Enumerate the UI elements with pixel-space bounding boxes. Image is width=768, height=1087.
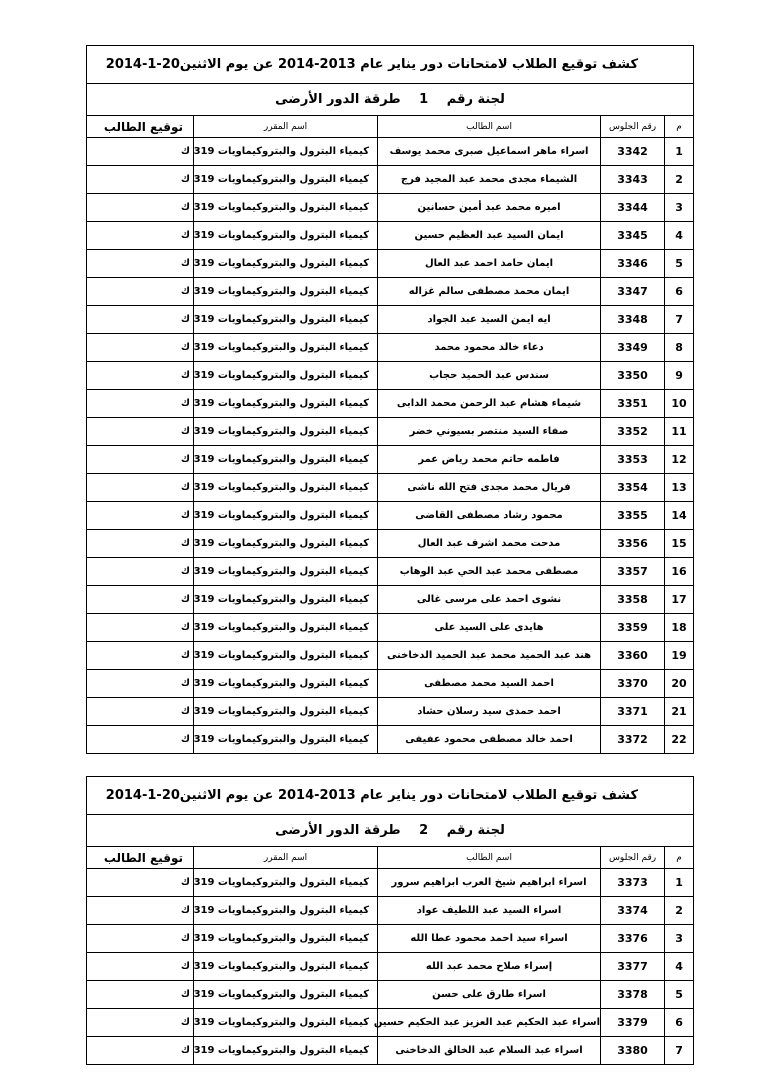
signature-cell[interactable] (87, 250, 194, 278)
seat-number: 3346 (601, 250, 665, 278)
seat-number: 3345 (601, 222, 665, 250)
signature-cell[interactable] (87, 953, 194, 981)
course-name: كيمياء البترول والبتروكيماويات 319 ك (194, 586, 378, 614)
course-name: كيمياء البترول والبتروكيماويات 319 ك (194, 925, 378, 953)
row-index: 4 (665, 222, 694, 250)
course-name: كيمياء البترول والبتروكيماويات 319 ك (194, 953, 378, 981)
table-row (87, 981, 694, 1009)
signature-cell[interactable] (87, 726, 194, 754)
committee-location: طرقة الدور الأرضى (275, 92, 401, 107)
seat-number: 3350 (601, 362, 665, 390)
table-row (87, 138, 694, 166)
header-course: اسم المقرر (194, 847, 378, 869)
seat-number: 3351 (601, 390, 665, 418)
row-index: 21 (665, 698, 694, 726)
course-name: كيمياء البترول والبتروكيماويات 319 ك (194, 194, 378, 222)
signature-cell[interactable] (87, 306, 194, 334)
student-name: فريال محمد مجدى فتح الله ناشى (378, 474, 601, 502)
course-name: كيمياء البترول والبتروكيماويات 319 ك (194, 558, 378, 586)
student-name: نشوى احمد على مرسى غالى (378, 586, 601, 614)
course-name: كيمياء البترول والبتروكيماويات 319 ك (194, 726, 378, 754)
course-name: كيمياء البترول والبتروكيماويات 319 ك (194, 390, 378, 418)
seat-number: 3373 (601, 869, 665, 897)
signature-cell[interactable] (87, 698, 194, 726)
seat-number: 3354 (601, 474, 665, 502)
row-index: 1 (665, 138, 694, 166)
student-name: اسراء ماهر اسماعيل صبرى محمد يوسف (378, 138, 601, 166)
course-name: كيمياء البترول والبتروكيماويات 319 ك (194, 138, 378, 166)
row-index: 9 (665, 362, 694, 390)
student-name: اسراء السيد عبد اللطيف عواد (378, 897, 601, 925)
course-name: كيمياء البترول والبتروكيماويات 319 ك (194, 446, 378, 474)
signature-cell[interactable] (87, 869, 194, 897)
student-name: دعاء خالد محمود محمد (378, 334, 601, 362)
signature-cell[interactable] (87, 586, 194, 614)
student-name: إسراء صلاح محمد عبد الله (378, 953, 601, 981)
seat-number: 3355 (601, 502, 665, 530)
course-name: كيمياء البترول والبتروكيماويات 319 ك (194, 418, 378, 446)
row-index: 18 (665, 614, 694, 642)
table-row (87, 334, 694, 362)
student-name: اسراء طارق على حسن (378, 981, 601, 1009)
seat-number: 3344 (601, 194, 665, 222)
header-student: اسم الطالب (378, 847, 601, 869)
signature-cell[interactable] (87, 981, 194, 1009)
seat-number: 3371 (601, 698, 665, 726)
column-header-row (87, 116, 694, 138)
signature-cell[interactable] (87, 418, 194, 446)
row-index: 13 (665, 474, 694, 502)
student-name: ايمان حامد احمد عبد العال (378, 250, 601, 278)
exam-sheet-committee-2 (86, 776, 694, 1065)
table-row (87, 250, 694, 278)
course-name: كيمياء البترول والبتروكيماويات 319 ك (194, 222, 378, 250)
table-row (87, 925, 694, 953)
sheet-title-row (87, 46, 694, 84)
sheet-title-row (87, 777, 694, 815)
committee-label: لجنة رقم (446, 92, 505, 107)
course-name: كيمياء البترول والبتروكيماويات 319 ك (194, 869, 378, 897)
header-seat: رقم الجلوس (601, 847, 665, 869)
seat-number: 3374 (601, 897, 665, 925)
sheet-date: 2014-1-20 (105, 788, 180, 803)
committee-label: لجنة رقم (446, 823, 505, 838)
seat-number: 3376 (601, 925, 665, 953)
seat-number: 3372 (601, 726, 665, 754)
header-index: م (665, 116, 694, 138)
table-row (87, 446, 694, 474)
committee-location: طرقة الدور الأرضى (275, 823, 401, 838)
header-index: م (665, 847, 694, 869)
row-index: 19 (665, 642, 694, 670)
table-row (87, 530, 694, 558)
student-name: سندس عبد الحميد حجاب (378, 362, 601, 390)
row-index: 5 (665, 250, 694, 278)
student-name: اسراء عبد السلام عبد الخالق الدخاخنى (378, 1037, 601, 1065)
header-course: اسم المقرر (194, 116, 378, 138)
seat-number: 3380 (601, 1037, 665, 1065)
table-row (87, 166, 694, 194)
signature-cell[interactable] (87, 1009, 194, 1037)
sheet-title: كشف توقيع الطلاب لامتحانات دور يناير عام 2013-2014 عن يوم الاثنين (179, 788, 639, 803)
course-name: كيمياء البترول والبتروكيماويات 319 ك (194, 530, 378, 558)
seat-number: 3348 (601, 306, 665, 334)
header-seat: رقم الجلوس (601, 116, 665, 138)
table-row (87, 586, 694, 614)
row-index: 17 (665, 586, 694, 614)
signature-cell[interactable] (87, 502, 194, 530)
row-index: 6 (665, 278, 694, 306)
signature-cell[interactable] (87, 474, 194, 502)
exam-sheet-committee-1 (86, 45, 694, 754)
seat-number: 3377 (601, 953, 665, 981)
signature-cell[interactable] (87, 897, 194, 925)
signature-cell[interactable] (87, 194, 194, 222)
table-row (87, 474, 694, 502)
student-name: اسراء ابراهيم شيخ العرب ابراهيم سرور (378, 869, 601, 897)
row-index: 1 (665, 869, 694, 897)
signature-cell[interactable] (87, 390, 194, 418)
table-row (87, 502, 694, 530)
student-name: اسراء سيد احمد محمود عطا الله (378, 925, 601, 953)
course-name: كيمياء البترول والبتروكيماويات 319 ك (194, 362, 378, 390)
course-name: كيمياء البترول والبتروكيماويات 319 ك (194, 614, 378, 642)
table-row (87, 362, 694, 390)
table-row (87, 897, 694, 925)
course-name: كيمياء البترول والبتروكيماويات 319 ك (194, 897, 378, 925)
student-name: صفاء السيد منتصر بسيوني خضر (378, 418, 601, 446)
student-name: مدحت محمد اشرف عبد العال (378, 530, 601, 558)
signature-cell[interactable] (87, 278, 194, 306)
student-name: هايدى على السيد على (378, 614, 601, 642)
table-row (87, 278, 694, 306)
row-index: 20 (665, 670, 694, 698)
student-name: هند عبد الحميد محمد عبد الحميد الدخاخنى (378, 642, 601, 670)
seat-number: 3352 (601, 418, 665, 446)
signature-cell[interactable] (87, 614, 194, 642)
course-name: كيمياء البترول والبتروكيماويات 319 ك (194, 278, 378, 306)
row-index: 7 (665, 306, 694, 334)
course-name: كيمياء البترول والبتروكيماويات 319 ك (194, 502, 378, 530)
table-row (87, 642, 694, 670)
signature-cell[interactable] (87, 334, 194, 362)
row-index: 16 (665, 558, 694, 586)
student-name: اميره محمد عبد أمين حسانين (378, 194, 601, 222)
course-name: كيمياء البترول والبتروكيماويات 319 ك (194, 1037, 378, 1065)
seat-number: 3358 (601, 586, 665, 614)
row-index: 14 (665, 502, 694, 530)
row-index: 5 (665, 981, 694, 1009)
signature-cell[interactable] (87, 530, 194, 558)
signature-cell[interactable] (87, 558, 194, 586)
row-index: 2 (665, 897, 694, 925)
student-name: مصطفى محمد عبد الحي عبد الوهاب (378, 558, 601, 586)
course-name: كيمياء البترول والبتروكيماويات 319 ك (194, 670, 378, 698)
row-index: 6 (665, 1009, 694, 1037)
student-name: احمد خالد مصطفى محمود عفيفى (378, 726, 601, 754)
seat-number: 3370 (601, 670, 665, 698)
table-row (87, 869, 694, 897)
header-student: اسم الطالب (378, 116, 601, 138)
row-index: 22 (665, 726, 694, 754)
course-name: كيمياء البترول والبتروكيماويات 319 ك (194, 474, 378, 502)
course-name: كيمياء البترول والبتروكيماويات 319 ك (194, 1009, 378, 1037)
student-name: فاطمه حاتم محمد رياض عمر (378, 446, 601, 474)
course-name: كيمياء البترول والبتروكيماويات 319 ك (194, 334, 378, 362)
table-row (87, 194, 694, 222)
sheet-title: كشف توقيع الطلاب لامتحانات دور يناير عام 2013-2014 عن يوم الاثنين (179, 57, 639, 72)
header-signature: توقيع الطالب (87, 116, 194, 138)
course-name: كيمياء البترول والبتروكيماويات 319 ك (194, 166, 378, 194)
row-index: 8 (665, 334, 694, 362)
course-name: كيمياء البترول والبتروكيماويات 319 ك (194, 981, 378, 1009)
course-name: كيمياء البترول والبتروكيماويات 319 ك (194, 306, 378, 334)
course-name: كيمياء البترول والبتروكيماويات 319 ك (194, 642, 378, 670)
column-header-row (87, 847, 694, 869)
table-row (87, 953, 694, 981)
signature-cell[interactable] (87, 222, 194, 250)
student-name: احمد حمدى سيد رسلان حشاد (378, 698, 601, 726)
signature-cell[interactable] (87, 670, 194, 698)
student-name: اسراء عبد الحكيم عبد العزيز عبد الحكيم حسين (378, 1009, 601, 1037)
row-index: 11 (665, 418, 694, 446)
student-name: ايه ايمن السيد عبد الجواد (378, 306, 601, 334)
signature-cell[interactable] (87, 446, 194, 474)
committee-row (87, 84, 694, 116)
signature-cell[interactable] (87, 362, 194, 390)
row-index: 12 (665, 446, 694, 474)
committee-number: 1 (419, 92, 429, 107)
seat-number: 3353 (601, 446, 665, 474)
table-row (87, 726, 694, 754)
seat-number: 3349 (601, 334, 665, 362)
row-index: 4 (665, 953, 694, 981)
signature-cell[interactable] (87, 642, 194, 670)
student-name: شيماء هشام عبد الرحمن محمد الدابى (378, 390, 601, 418)
table-row (87, 558, 694, 586)
student-name: محمود رشاد مصطفى القاضى (378, 502, 601, 530)
row-index: 3 (665, 925, 694, 953)
row-index: 7 (665, 1037, 694, 1065)
header-signature: توقيع الطالب (87, 847, 194, 869)
row-index: 15 (665, 530, 694, 558)
seat-number: 3347 (601, 278, 665, 306)
seat-number: 3342 (601, 138, 665, 166)
signature-cell[interactable] (87, 166, 194, 194)
course-name: كيمياء البترول والبتروكيماويات 319 ك (194, 250, 378, 278)
seat-number: 3359 (601, 614, 665, 642)
signature-cell[interactable] (87, 138, 194, 166)
table-row (87, 698, 694, 726)
table-row (87, 306, 694, 334)
student-name: ايمان محمد مصطفى سالم غزاله (378, 278, 601, 306)
signature-cell[interactable] (87, 1037, 194, 1065)
student-name: احمد السيد محمد مصطفى (378, 670, 601, 698)
student-name: الشيماء مجدى محمد عبد المجيد فرج (378, 166, 601, 194)
course-name: كيمياء البترول والبتروكيماويات 319 ك (194, 698, 378, 726)
committee-number: 2 (419, 823, 429, 838)
row-index: 3 (665, 194, 694, 222)
seat-number: 3379 (601, 1009, 665, 1037)
table-row (87, 418, 694, 446)
committee-row (87, 815, 694, 847)
table-row (87, 222, 694, 250)
table-row (87, 1037, 694, 1065)
seat-number: 3343 (601, 166, 665, 194)
student-name: ايمان السيد عبد العظيم حسين (378, 222, 601, 250)
row-index: 10 (665, 390, 694, 418)
seat-number: 3357 (601, 558, 665, 586)
table-row (87, 390, 694, 418)
table-row (87, 670, 694, 698)
seat-number: 3378 (601, 981, 665, 1009)
seat-number: 3356 (601, 530, 665, 558)
table-row (87, 1009, 694, 1037)
seat-number: 3360 (601, 642, 665, 670)
sheet-date: 2014-1-20 (105, 57, 180, 72)
signature-cell[interactable] (87, 925, 194, 953)
row-index: 2 (665, 166, 694, 194)
table-row (87, 614, 694, 642)
